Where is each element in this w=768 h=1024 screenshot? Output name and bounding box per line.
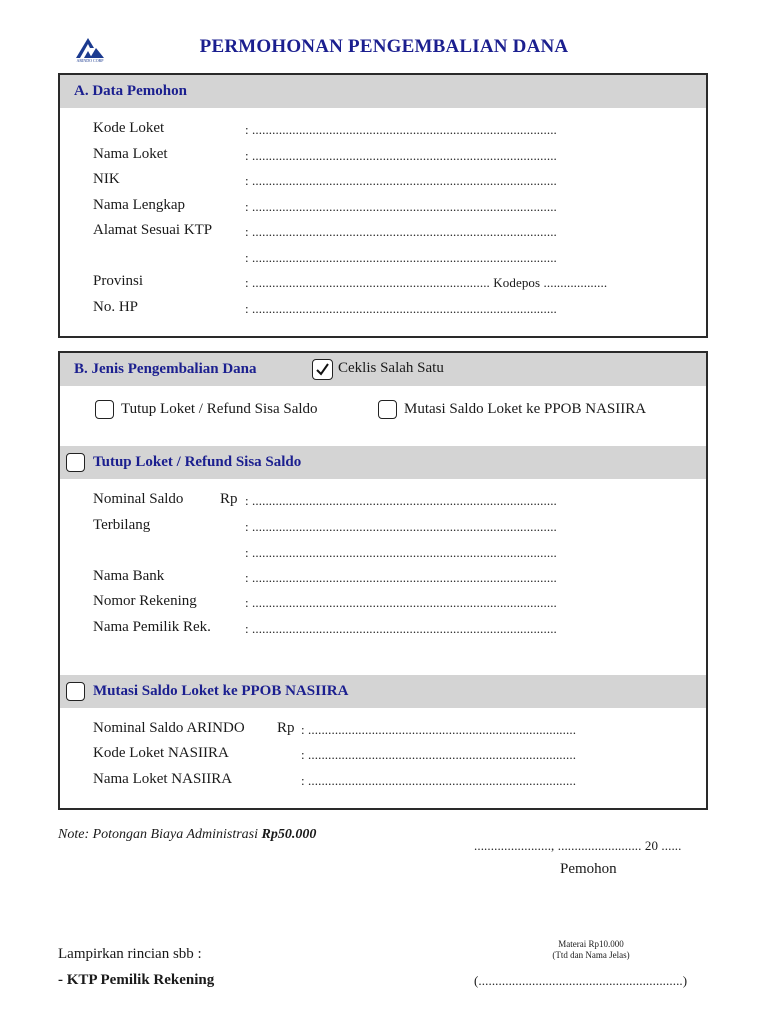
check-note: Ceklis Salah Satu <box>338 360 444 376</box>
field-label-kode-loket-nasiira: Kode Loket NASIIRA <box>93 745 229 761</box>
field-input-nama-bank[interactable]: : ........................................................................................... <box>245 570 557 585</box>
date-line[interactable]: ......................., ......................... 20 ...... <box>474 838 682 853</box>
field-label-nama-lengkap: Nama Lengkap <box>93 197 186 213</box>
section-a-title: A. Data Pemohon <box>74 83 187 99</box>
materai-label: Materai Rp10.000 <box>558 939 624 949</box>
field-label-terbilang: Terbilang <box>93 517 151 533</box>
sub1-title: Tutup Loket / Refund Sisa Saldo <box>93 454 302 470</box>
field-input-nominal-saldo[interactable]: : ........................................................................................... <box>245 493 557 508</box>
field-label-nik: NIK <box>93 171 120 187</box>
field-prefix-rp-2: Rp <box>277 720 295 736</box>
option-refund-checkbox[interactable] <box>95 400 114 419</box>
field-prefix-rp: Rp <box>220 491 238 507</box>
materai-sub-label: (Ttd dan Nama Jelas) <box>552 950 630 960</box>
field-input-no-hp[interactable]: : ........................................................................................... <box>245 301 557 316</box>
field-label-no-hp: No. HP <box>93 299 139 315</box>
field-label-nominal-saldo-arindo: Nominal Saldo ARINDO <box>93 720 245 736</box>
field-input-nama-loket-nasiira[interactable]: : ................................................................................ <box>301 773 577 788</box>
section-b-box <box>58 351 708 810</box>
logo-text: ARINDO CORP <box>76 58 104 63</box>
admin-fee-note-text: Note: Potongan Biaya Administrasi <box>58 827 262 842</box>
field-label-nama-bank: Nama Bank <box>93 568 165 584</box>
section-a-header <box>60 75 706 108</box>
field-input-terbilang-2[interactable]: : ........................................................................................... <box>245 545 557 560</box>
field-input-alamat[interactable]: : ........................................................................................... <box>245 224 557 239</box>
field-label-kode-loket: Kode Loket <box>93 120 165 136</box>
sub1-checkbox[interactable] <box>66 453 85 472</box>
section-a-box <box>58 73 708 338</box>
field-label-nama-loket-nasiira: Nama Loket NASIIRA <box>93 771 233 787</box>
field-input-nominal-saldo-arindo[interactable]: : ................................................................................ <box>301 722 577 737</box>
section-b-header <box>60 353 706 386</box>
pemohon-label: Pemohon <box>560 861 617 877</box>
field-label-alamat: Alamat Sesuai KTP <box>93 222 213 238</box>
option-mutasi-label: Mutasi Saldo Loket ke PPOB NASIIRA <box>404 401 647 417</box>
option-mutasi-checkbox[interactable] <box>378 400 397 419</box>
option-refund-label: Tutup Loket / Refund Sisa Saldo <box>121 401 318 417</box>
field-input-provinsi-kodepos[interactable]: : ....................................................................... Kodepos ................... <box>245 275 608 290</box>
sub2-title: Mutasi Saldo Loket ke PPOB NASIIRA <box>93 683 349 699</box>
field-label-nomor-rekening: Nomor Rekening <box>93 593 197 609</box>
field-label-nominal-saldo: Nominal Saldo <box>93 491 184 507</box>
page-title: PERMOHONAN PENGEMBALIAN DANA <box>199 36 569 57</box>
field-input-nama-loket[interactable]: : ........................................................................................... <box>245 148 557 163</box>
lampiran-label: Lampirkan rincian sbb : <box>58 946 202 962</box>
field-label-nama-pemilik: Nama Pemilik Rek. <box>93 619 211 635</box>
field-input-kode-loket[interactable]: : ........................................................................................... <box>245 122 557 137</box>
sub2-header <box>60 675 706 708</box>
field-input-kode-loket-nasiira[interactable]: : ................................................................................ <box>301 747 577 762</box>
field-label-nama-loket: Nama Loket <box>93 146 168 162</box>
sub2-checkbox[interactable] <box>66 682 85 701</box>
field-input-alamat-2[interactable]: : ........................................................................................... <box>245 250 557 265</box>
admin-fee-note <box>58 827 316 843</box>
field-input-nama-pemilik[interactable]: : ........................................................................................... <box>245 621 557 636</box>
checked-checkbox-example <box>312 359 333 380</box>
field-input-terbilang[interactable]: : ........................................................................................... <box>245 519 557 534</box>
field-label-provinsi: Provinsi <box>93 273 144 289</box>
admin-fee-amount: Rp50.000 <box>261 827 317 842</box>
field-input-nomor-rekening[interactable]: : ........................................................................................... <box>245 595 557 610</box>
field-input-nama-lengkap[interactable]: : ........................................................................................... <box>245 199 557 214</box>
sub1-header <box>60 446 706 479</box>
signature-line[interactable]: (.............................................................) <box>474 973 688 988</box>
field-input-nik[interactable]: : ........................................................................................... <box>245 173 557 188</box>
lampiran-item-ktp: - KTP Pemilik Rekening <box>58 972 215 988</box>
checkmark-icon <box>315 362 330 377</box>
section-b-title: B. Jenis Pengembalian Dana <box>74 361 257 377</box>
